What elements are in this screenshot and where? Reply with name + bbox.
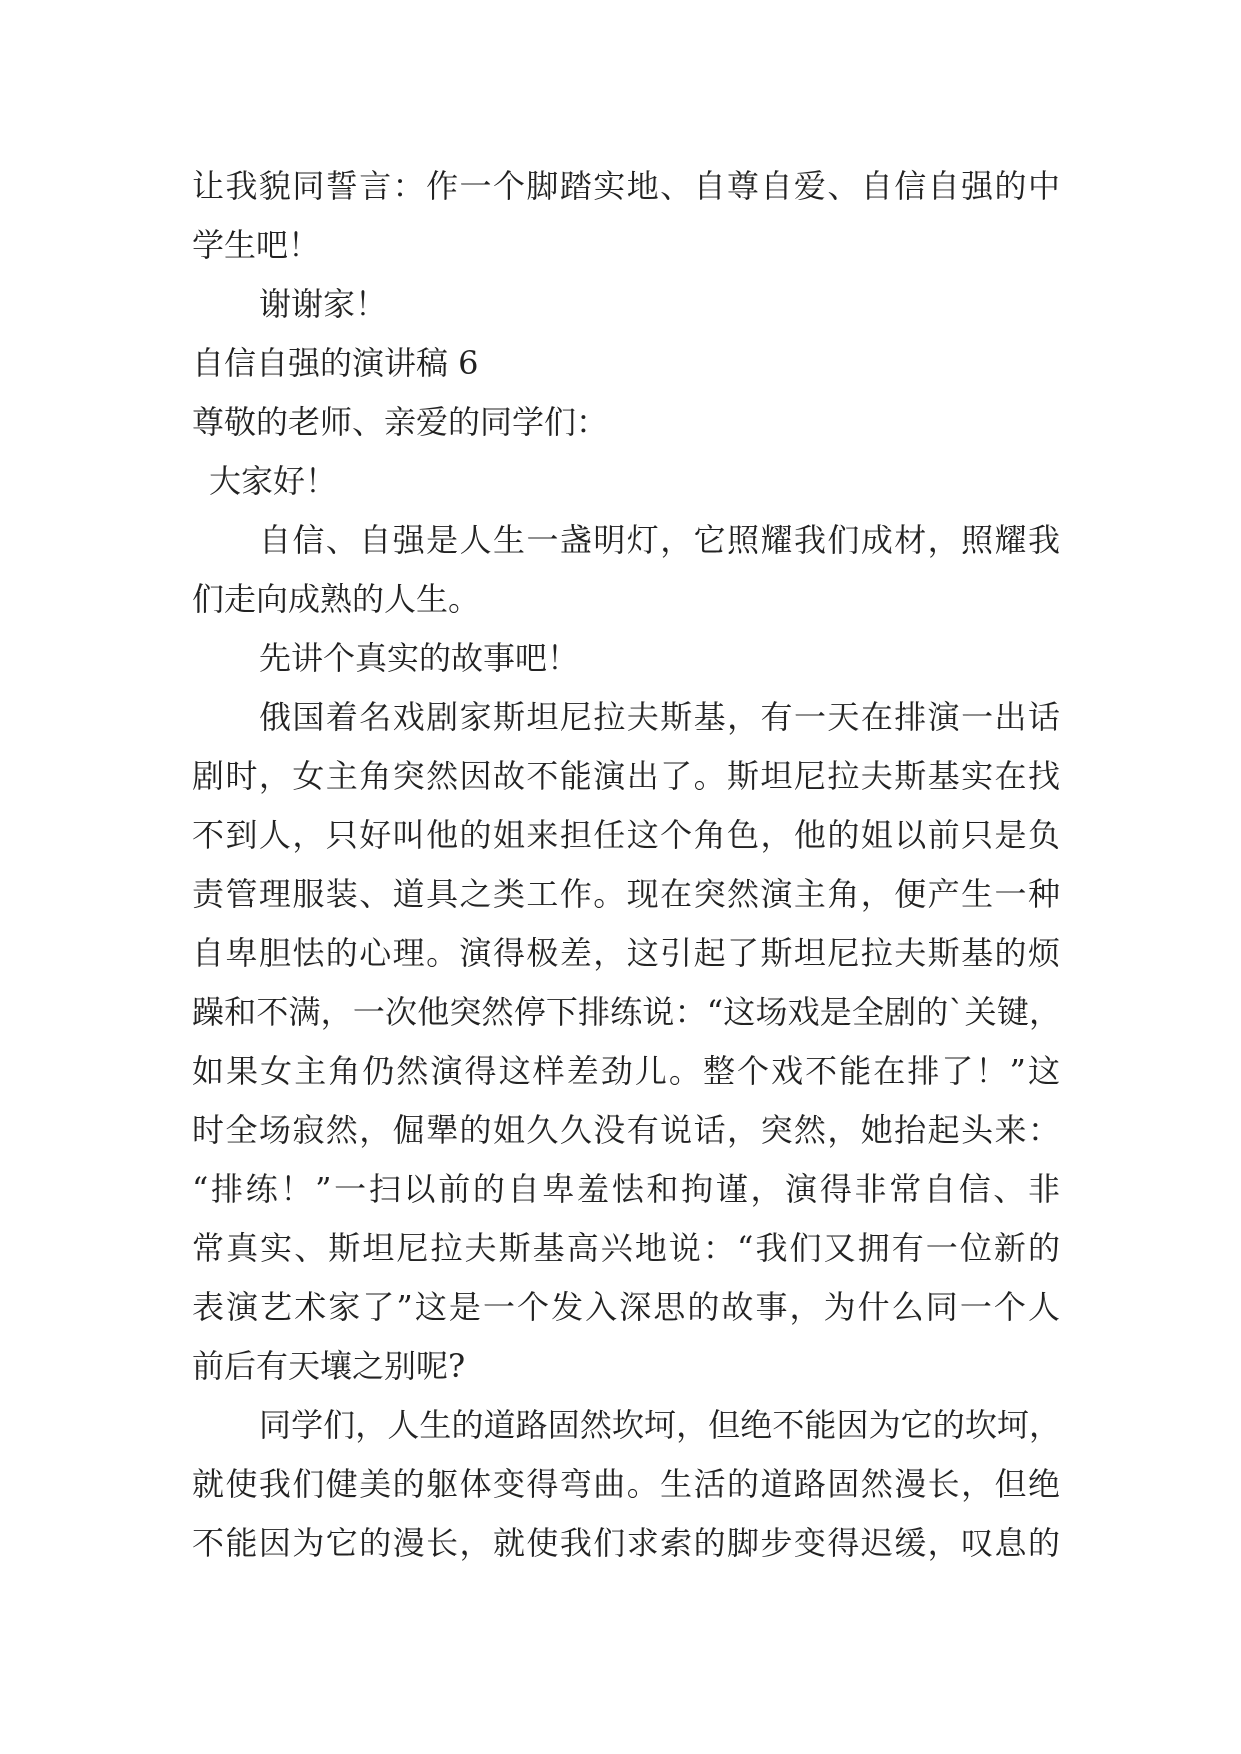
- text-line: 躁和不满，一次他突然停下排练说：“这场戏是全剧的`关键，: [192, 993, 1060, 1031]
- text-line: 自信、自强是人生一盏明灯，它照耀我们成材，照耀我: [259, 521, 1060, 559]
- text-line: 先讲个真实的故事吧！: [259, 639, 580, 677]
- text-line: 俄国着名戏剧家斯坦尼拉夫斯基，有一天在排演一出话: [259, 698, 1060, 736]
- text-line: 剧时，女主角突然因故不能演出了。斯坦尼拉夫斯基实在找: [192, 757, 1060, 795]
- document-body: [192, 157, 1060, 1573]
- text-line: 同学们，人生的道路固然坎坷，但绝不能因为它的坎坷，: [259, 1406, 1060, 1444]
- text-line: 学生吧！: [192, 226, 321, 264]
- text-line: 自卑胆怯的心理。演得极差，这引起了斯坦尼拉夫斯基的烦: [192, 934, 1060, 972]
- paragraph: [192, 688, 1060, 1396]
- closing-line: 谢谢家！: [259, 285, 388, 323]
- paragraph: [192, 511, 1060, 629]
- salutation: 尊敬的老师、亲爱的同学们：: [192, 403, 609, 441]
- carryover-paragraph: [192, 157, 1060, 275]
- text-line: 表演艺术家了”这是一个发入深思的故事，为什么同一个人: [192, 1288, 1060, 1326]
- greeting: 大家好！: [209, 462, 338, 500]
- speech-title: 自信自强的演讲稿 6: [192, 344, 479, 382]
- paragraph: [192, 629, 1060, 688]
- text-line: 时全场寂然，倔犟的姐久久没有说话，突然，她抬起头来：: [192, 1111, 1060, 1149]
- text-line: 让我貌同誓言：作一个脚踏实地、自尊自爱、自信自强的中: [192, 167, 1060, 205]
- text-line: 责管理服装、道具之类工作。现在突然演主角，便产生一种: [192, 875, 1060, 913]
- text-line: 不能因为它的漫长，就使我们求索的脚步变得迟缓，叹息的: [192, 1524, 1060, 1562]
- text-line: 们走向成熟的人生。: [192, 580, 481, 618]
- text-line: “排练！”一扫以前的自卑羞怯和拘谨，演得非常自信、非: [192, 1170, 1060, 1208]
- text-line: 常真实、斯坦尼拉夫斯基高兴地说：“我们又拥有一位新的: [192, 1229, 1060, 1267]
- text-line: 就使我们健美的躯体变得弯曲。生活的道路固然漫长，但绝: [192, 1465, 1060, 1503]
- text-line: 前后有天壤之别呢?: [192, 1347, 466, 1385]
- paragraph: [192, 1396, 1060, 1573]
- text-line: 不到人，只好叫他的姐来担任这个角色，他的姐以前只是负: [192, 816, 1060, 854]
- text-line: 如果女主角仍然演得这样差劲儿。整个戏不能在排了！”这: [192, 1052, 1060, 1090]
